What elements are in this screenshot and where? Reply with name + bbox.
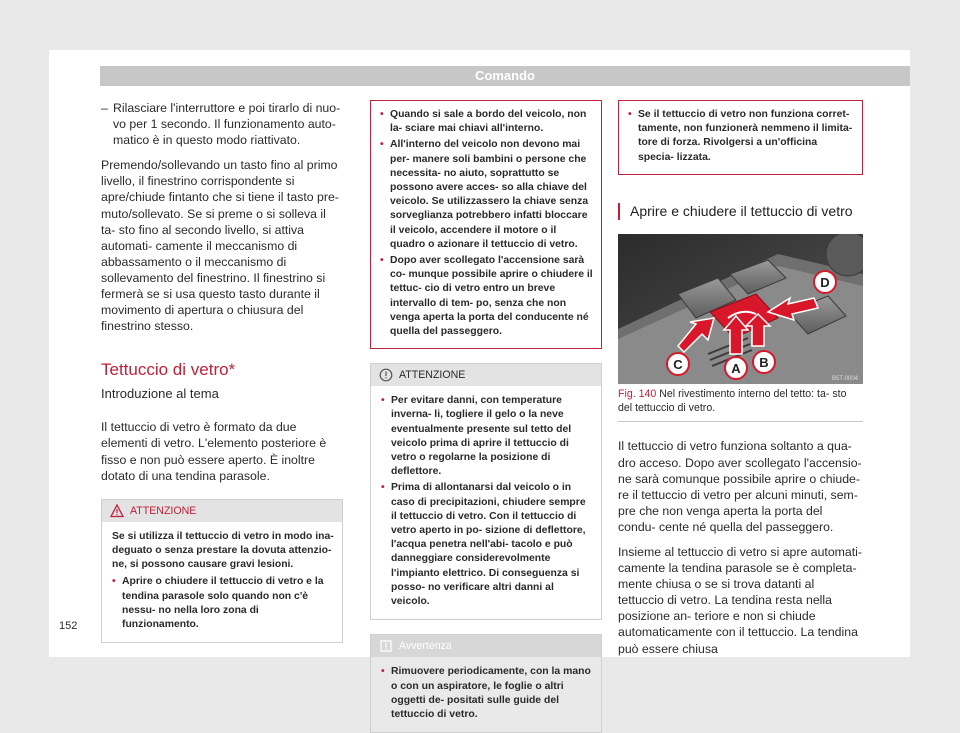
info-circle-icon bbox=[379, 368, 393, 382]
warning-continuation-box bbox=[618, 100, 863, 175]
warning-list bbox=[112, 575, 334, 632]
caution-title-text: ATTENZIONE bbox=[399, 369, 466, 382]
note-box bbox=[370, 634, 602, 733]
list-item: • Aprire o chiudere il tettuccio di vetro e la tendina parasole solo quando non c'è nessu- no nella loro zona di funzionamento. bbox=[112, 575, 334, 632]
warning-body bbox=[102, 522, 342, 642]
paragraph: Insieme al tettuccio di vetro si apre automati- camente la tendina parasole se è completa- mente chiusa o se si trova datanti al tettuccio di vetro. La tendina resta nella posizione an- teriore e non si chiude automaticamente con il tettuccio. La tendina può essere chiusa bbox=[618, 544, 862, 656]
figure-roof-button bbox=[618, 234, 863, 384]
figure-caption-text: Nel rivestimento interno del tetto: ta- sto del tettuccio di vetro. bbox=[618, 387, 847, 414]
warning-title-text: ATTENZIONE bbox=[130, 504, 197, 517]
warning-title bbox=[102, 500, 342, 522]
list-item: • Rimuovere periodicamente, con la mano o con un aspiratore, le foglie o altri oggetti de- positati sulle guide del tettuccio di vetro. bbox=[381, 665, 593, 722]
list-item: • Per evitare danni, con temperature inverna- li, togliere il gelo o la neve eventualmente presente sul tetto del veicolo prima di aprire il tettuccio di vetro o regolarne la posizione di deflettore. bbox=[381, 394, 593, 479]
note-title-text: Avvertenza bbox=[399, 640, 452, 653]
column-right bbox=[618, 100, 863, 666]
note-icon bbox=[379, 639, 393, 653]
label-D: D bbox=[820, 274, 830, 290]
page-header: Comando bbox=[100, 66, 910, 86]
warning-continuation-box bbox=[370, 100, 602, 349]
note-body bbox=[371, 657, 601, 732]
paragraph: Il tettuccio di vetro funziona soltanto a qua- dro acceso. Dopo aver scollegato l'accensio- ne sarà comunque possibile aprire o chiude- re il tettuccio di vetro per alcuni minuti, sem- pre che non venga aperta la porta del condu- cente né quella del passeggero. bbox=[618, 439, 862, 534]
label-A: A bbox=[731, 360, 741, 376]
figure-code: B5T-0004 bbox=[831, 375, 858, 382]
list-item: • All'interno del veicolo non devono mai per- manere soli bambini o persone che necessita- no aiuto, soprattutto se possono avere acces- so alla chiave del veicolo. Se utilizzassero la chiave senza sorveglianza potrebbero infatti bloccare il veicolo, accendere il motore o il quadro o azionare il tettuccio di vetro. bbox=[380, 138, 594, 252]
list-item: • Se il tettuccio di vetro non funziona corret- tamente, non funzionerà nemmeno il limita- tore di forza. Rivolgersi a un'officina specia- lizzata. bbox=[628, 108, 855, 165]
paragraph: Il tettuccio di vetro è formato da due elementi di vetro. L'elemento posteriore è fisso e non può essere aperto. È inoltre dotato di una tendina parasole. bbox=[101, 420, 327, 483]
page-number: 152 bbox=[59, 620, 78, 632]
bullet-list bbox=[380, 108, 594, 339]
dash-item: – Rilasciare l'interruttore e poi tirarlo di nuo- vo per 1 secondo. Il funzionamento auto- matico è in questo modo riattivato. bbox=[101, 100, 343, 148]
caution-box bbox=[370, 363, 602, 620]
bullet-list bbox=[628, 108, 855, 165]
section-title: Tettuccio di vetro* bbox=[101, 360, 236, 380]
column-middle bbox=[370, 100, 602, 733]
section-subtitle: Introduzione al tema bbox=[101, 386, 219, 402]
figure-label: Fig. 140 bbox=[618, 387, 657, 400]
note-list bbox=[381, 665, 593, 722]
roof-console-illustration bbox=[618, 234, 863, 384]
figure-caption bbox=[618, 388, 863, 423]
subsection-heading: Aprire e chiudere il tettuccio di vetro bbox=[618, 203, 863, 220]
list-item: • Prima di allontanarsi dal veicolo o in caso di precipitazioni, chiudere sempre il tettuccio di vetro. Con il tettuccio di vetro aperto in po- sizione di deflettore, l'acqua penetra nell'abi- tacolo e può danneggiare considerevolmente l'impianto elettrico. Di conseguenza si posso- no verificare altri danni al veicolo. bbox=[381, 481, 593, 609]
list-item: • Dopo aver scollegato l'accensione sarà co- munque possibile aprire o chiudere il tettuc- cio di vetro entro un breve intervallo di tem- po, senza che non venga aperta la porta del conducente né quella del passeggero. bbox=[380, 254, 594, 339]
column-left bbox=[101, 100, 343, 643]
label-B: B bbox=[759, 354, 769, 370]
label-C: C bbox=[673, 356, 683, 372]
caution-title bbox=[371, 364, 601, 386]
list-item: • Quando si sale a bordo del veicolo, non la- sciare mai chiavi all'interno. bbox=[380, 108, 594, 136]
paragraph: Premendo/sollevando un tasto fino al primo livello, il finestrino corrispondente si apre/chiude fintanto che si tiene il tasto pre- muto/sollevato. Se si preme o si solleva il ta- sto fino al secondo livello, si attiva automati- camente il meccanismo di abbassamento o il meccanismo di sollevamento del finestrino. Il finestrino si fermerà se si usa questo tasto durante il movimento di apertura o chiusura del finestrino stesso. bbox=[101, 158, 339, 334]
caution-body bbox=[371, 386, 601, 619]
note-title bbox=[371, 635, 601, 657]
manual-page bbox=[49, 50, 910, 720]
warning-box bbox=[101, 499, 343, 643]
warning-triangle-icon bbox=[110, 504, 124, 518]
warning-intro: Se si utilizza il tettuccio di vetro in modo ina- deguato o senza prestare la dovuta attenzio- ne, si possono causare gravi lesioni. bbox=[112, 530, 334, 571]
caution-list bbox=[381, 394, 593, 609]
